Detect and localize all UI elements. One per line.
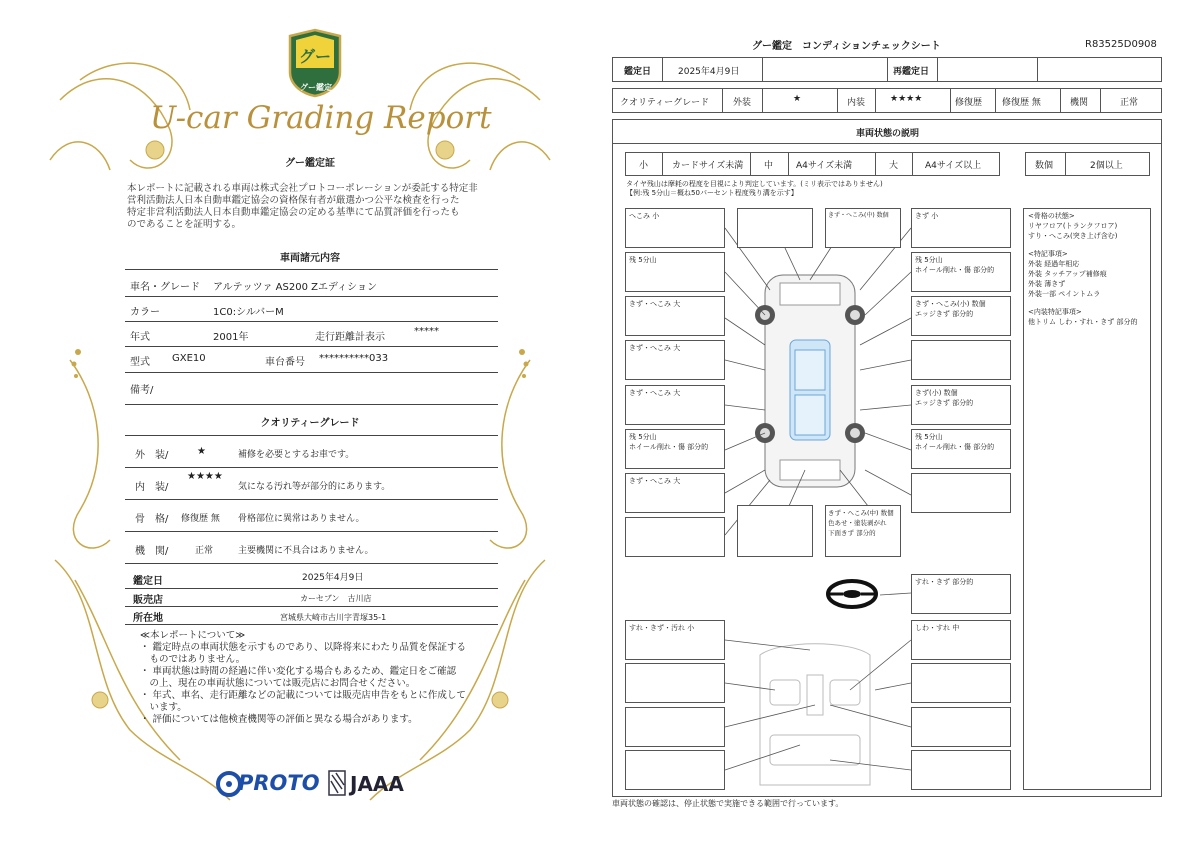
count-label: 数個 [1035, 161, 1054, 171]
condition-check-sheet [600, 0, 1200, 848]
callout-box: すれ・きず・汚れ 小 [625, 620, 725, 660]
redate-label: 再鑑定日 [893, 67, 930, 77]
engine-value: 正常 [1120, 98, 1139, 108]
car-name-label: 車名・グレード [130, 282, 200, 293]
callout-box [625, 750, 725, 790]
chassis-value: **********033 [319, 353, 389, 364]
size-large: 大 [889, 161, 899, 171]
callout-box [911, 750, 1011, 790]
report-notes: ≪本レポートについて≫ ・ 鑑定時点の車両状態を示すものであり、以降将来にわたり品質を保証する ものではありません。 ・ 車両状態は時間の経過に伴い変化する場合もあるため、鑑定日をご確認 の上、現在の車両状態については販売店にお問合せください。 ・ 年式、車名、走行距離などの記載については販売店申告をもとに作成して います。 ・ 評価については他検査機関等の評価と異なる場合があります。 [140, 630, 467, 725]
grade-label: クオリティーグレード [620, 98, 710, 108]
grading-certificate: グー グー鑑定 U-car Grading Report グー鑑定証 本レポートに記載される車両は株式会社プロトコーポレーションが委託する特定非 営利活動法人日本自動車鑑定協会の資格保有者が厳選かつ公平な検査を行った 特定非営利活動法人日本自動車鑑定協会の定める基準にて品質評価を行ったも のであることを証明する。 車両諸元内容 車名・グレード アルテッツァ AS200 Zエディション カラー 1C0:シルバーM 年式 2001年 走行距離計表示 ***** 型式 GXE10 車台番号 **********033 備考/ クオリティーグレード 外 装/ ★ 補修を必要とするお車です。 内 装/ ★★★★ 気になる汚れ等が部分的にあります。 骨 格/ 修復歴 無 骨格部位に異常はありません。 機 関/ 正常 主要機関に不具合はありません。 鑑定日 2025年4月9日 販売店 カーセブン 古川店 所在地 宮城県大崎市古川字青塚35-1 ≪本レポートについて≫ ・ 鑑定時点の車両状態を示すものであり、以降将来にわたり品質を保証する ものではありません。 ・ 車両状態は時間の経過に伴い変化する場合もあるため、鑑定日をご確認 の上、現在の車両状態については販売店にお問合せください。 ・ 年式、車名、走行距離などの記載については販売店申告をもとに作成して います。 ・ 評価については他検査機関等の評価と異なる場合があります。 PROTO JAAA [0, 0, 600, 848]
callout-box: しわ・すれ 中 [911, 620, 1011, 660]
int-label: 内装 [847, 98, 866, 108]
mileage-value: ***** [414, 326, 439, 337]
badge-text: グー鑑定 [300, 83, 332, 92]
jaaa-logo-icon [326, 769, 348, 797]
count-desc: 2個以上 [1090, 161, 1123, 171]
size-medium: 中 [764, 161, 774, 171]
address-value: 宮城県大崎市古川字青塚35-1 [280, 613, 387, 622]
tire-note-2: 【例:残 5分山＝概ね50パーセント程度残り溝を示す】 [626, 189, 798, 197]
chassis-label: 車台番号 [265, 357, 305, 368]
callout-box [911, 473, 1011, 513]
callout-box [625, 663, 725, 703]
callout-box [625, 517, 725, 557]
callout-box [911, 340, 1011, 380]
color-label: カラー [130, 307, 160, 318]
callout-box: へこみ 小 [625, 208, 725, 248]
svg-text:グー: グー [298, 47, 332, 66]
callout-box: きず(小) 数個 エッジきず 部分的 [911, 385, 1011, 425]
state-heading: 車両状態の説明 [855, 129, 919, 139]
callout-box [625, 707, 725, 747]
callout-box: きず・へこみ(小) 数個 エッジきず 部分的 [911, 296, 1011, 336]
repair-label: 修復歴 [955, 98, 983, 108]
callout-box: 残 5分山 [625, 252, 725, 292]
ext-label: 外装 [733, 98, 752, 108]
size-small-desc: カードサイズ未満 [672, 161, 744, 171]
model-label: 型式 [130, 357, 150, 368]
proto-logo-text: PROTO [238, 771, 320, 795]
sheet-date-value: 2025年4月9日 [678, 67, 740, 77]
tire-note-1: タイヤ残山は摩耗の程度を目視により判定しています。(ミリ表示ではありません) [626, 180, 883, 188]
callout-box [737, 505, 813, 557]
shop-value: カーセブン 古川店 [300, 594, 372, 603]
year-label: 年式 [130, 332, 150, 343]
sheet-title: グー鑑定 コンディションチェックシート [752, 41, 941, 52]
jaaa-logo-text: JAAA [350, 772, 404, 796]
size-small: 小 [639, 161, 649, 171]
year-value: 2001年 [213, 332, 249, 343]
callout-box: 残 5分山 ホイール削れ・傷 部分的 [911, 252, 1011, 292]
callout-box: きず・へこみ 大 [625, 340, 725, 380]
engine-label: 機関 [1070, 98, 1089, 108]
sheet-date-label: 鑑定日 [624, 67, 652, 77]
repair-value: 修復歴 無 [1002, 98, 1041, 108]
callout-box: きず・へこみ(中) 数個 色あせ・塗装剥がれ 下面きず 部分的 [825, 505, 901, 557]
model-value: GXE10 [172, 353, 206, 364]
size-large-desc: A4サイズ以上 [925, 161, 982, 171]
sheet-footer: 車両状態の確認は、停止状態で実施できる範囲で行っています。 [612, 799, 844, 808]
quality-heading: クオリティーグレード [260, 418, 360, 429]
sheet-code: R83525D0908 [1085, 39, 1157, 50]
callout-box: きず・へこみ 大 [625, 473, 725, 513]
callout-box [911, 707, 1011, 747]
callout-box: 残 5分山 ホイール削れ・傷 部分的 [911, 429, 1011, 469]
callout-box: きず 小 [911, 208, 1011, 248]
date-value: 2025年4月9日 [302, 573, 364, 583]
callout-box: 残 5分山 ホイール削れ・傷 部分的 [625, 429, 725, 469]
car-name-value: アルテッツァ AS200 Zエディション [213, 282, 377, 293]
callout-box [737, 208, 813, 248]
note-label: 備考/ [130, 385, 154, 396]
special-notes-panel: <骨格の状態> リヤフロア(トランクフロア) すり・へこみ(突き上げ含む) <特記事項> 外装 経過年相応 外装 タッチアップ補修痕 外装 薄きず 外装一部 ペイントムラ <内装特記事項> 他トリム しわ・すれ・きず 部分的 [1023, 208, 1151, 790]
mileage-label: 走行距離計表示 [315, 332, 385, 343]
date-label: 鑑定日 [133, 576, 163, 587]
shop-label: 販売店 [133, 595, 163, 606]
color-value: 1C0:シルバーM [213, 307, 284, 318]
callout-box: きず・へこみ 大 [625, 296, 725, 336]
size-medium-desc: A4サイズ未満 [796, 161, 853, 171]
report-title: U-car Grading Report [150, 100, 492, 136]
callout-box: きず・へこみ(中) 数個 [825, 208, 901, 248]
callout-box: きず・へこみ 大 [625, 385, 725, 425]
cert-heading: グー鑑定証 [285, 158, 335, 169]
callout-box: すれ・きず 部分的 [911, 574, 1011, 614]
ext-value: ★ [793, 94, 802, 104]
spec-heading: 車両諸元内容 [280, 253, 340, 264]
cert-body: 本レポートに記載される車両は株式会社プロトコーポレーションが委託する特定非 営利活動法人日本自動車鑑定協会の資格保有者が厳選かつ公平な検査を行った 特定非営利活動法人日本自動車鑑定協会の定める基準にて品質評価を行ったも のであることを証明する。 [127, 183, 478, 230]
address-label: 所在地 [133, 613, 163, 624]
int-value: ★★★★ [890, 94, 923, 104]
callout-box [911, 663, 1011, 703]
